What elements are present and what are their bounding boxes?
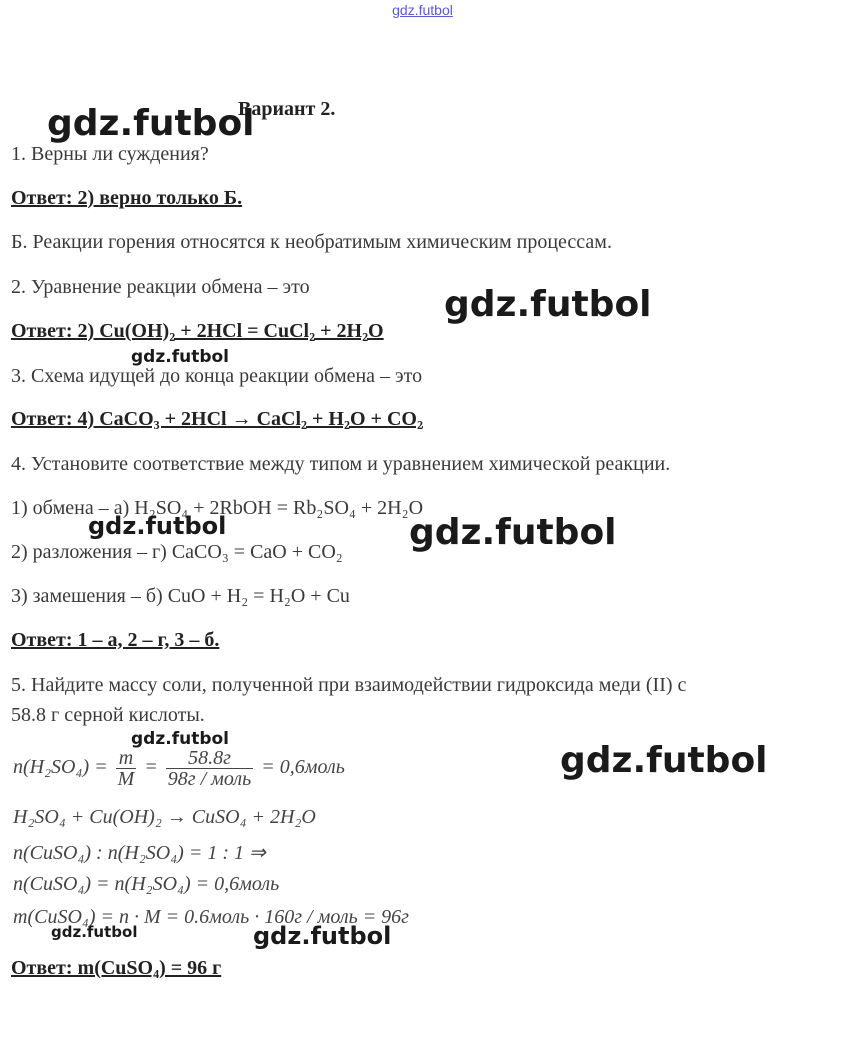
question-5-line-2: 58.8 г серной кислоты. (11, 704, 205, 726)
watermark: gdz.futbol (47, 103, 255, 144)
match-item: 1) обмена – а) H₂SO₄ + 2RbOH = Rb₂SO₄ + 2H₂O (11, 497, 424, 519)
match-item: 3) замешения – б) CuO + H₂ = H₂O + Cu (11, 585, 350, 607)
header-link[interactable]: gdz.futbol (392, 2, 453, 18)
watermark: gdz.futbol (88, 512, 227, 540)
match-item: 2) разложения – г) CaCO₃ = CaO + CO₂ (11, 541, 343, 563)
formula-ratio: n(CuSO₄) : n(H₂SO₄) = 1 : 1 ⇒ (13, 842, 266, 864)
formula-moles-acid: n(H₂SO₄) = $\frac{m}{M}$ = $\frac{58.8г}{\text{98г / моль}}$ = 0,6моль (13, 747, 345, 790)
fraction-m-over-M: $\frac{m}{M}$ (117, 747, 135, 790)
answer-4: Ответ: 1 – а, 2 – г, 3 – б. (11, 629, 220, 651)
watermark: gdz.futbol (253, 922, 392, 950)
watermark: gdz.futbol (51, 923, 138, 941)
watermark: gdz.futbol (444, 284, 652, 325)
watermark: gdz.futbol (131, 347, 229, 367)
question-5-line-1: 5. Найдите массу соли, полученной при взаимодействии гидроксида меди (II) с (11, 674, 687, 696)
question-1: 1. Верны ли суждения? (11, 143, 209, 165)
answer-2: Ответ: 2) Cu(OH)₂ + 2HCl = CuCl₂ + 2H₂O (11, 320, 384, 342)
watermark: gdz.futbol (131, 729, 229, 749)
answer-3: Ответ: 4) CaCO₃ + 2HCl → CaCl₂ + H₂O + CO₂ (11, 408, 423, 430)
answer-5: Ответ: m(CuSO₄) = 96 г (11, 957, 222, 979)
formula-moles-salt: n(CuSO₄) = n(H₂SO₄) = 0,6моль (13, 873, 280, 895)
page-title: Вариант 2. (238, 98, 336, 120)
answer-1-note: Б. Реакции горения относятся к необратимым химическим процессам. (11, 231, 612, 253)
question-3: 3. Схема идущей до конца реакции обмена – это (11, 365, 423, 387)
question-2: 2. Уравнение реакции обмена – это (11, 276, 310, 298)
formula-mass: m(CuSO₄) = n · M = 0.6моль · 160г / моль = 96г (13, 906, 409, 928)
fraction-values: $\frac{58.8г}{\text{98г / моль}}$ (167, 747, 252, 790)
answer-1: Ответ: 2) верно только Б. (11, 187, 243, 209)
watermark: gdz.futbol (560, 740, 768, 781)
watermark: gdz.futbol (409, 512, 617, 553)
formula-reaction: H₂SO₄ + Cu(OH)₂ → CuSO₄ + 2H₂O (13, 806, 316, 828)
question-4: 4. Установите соответствие между типом и уравнением химической реакции. (11, 453, 671, 475)
